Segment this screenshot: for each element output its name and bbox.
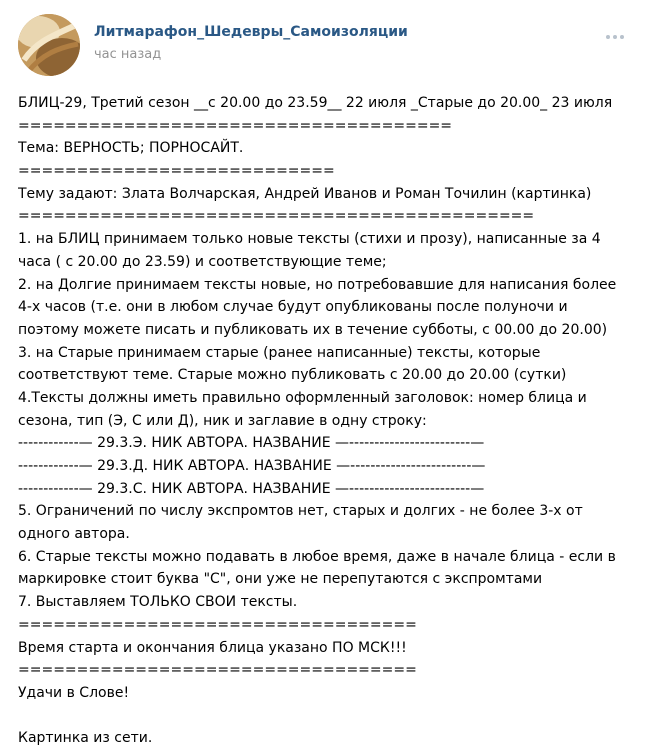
post-line: 3. на Старые принимаем старые (ранее написанные) тексты, которые [18,344,541,361]
post-line: Тема: ВЕРНОСТЬ; ПОРНОСАЙТ. [18,140,244,157]
post-line: одного автора. [18,526,130,543]
community-avatar[interactable] [18,14,80,76]
post-line: ================================== [18,616,417,633]
post-line: ============================================ [18,208,535,225]
post-line: =========================== [18,163,335,180]
post-line: Время старта и окончания блица указано ПО МСК!!! [18,639,407,656]
post-line: Картинка из сети. [18,730,153,747]
post-line: соответствуют теме. Старые можно публиковать с 20.00 до 20.00 (сутки) [18,367,567,384]
post-line: ===================================== [18,117,453,134]
post-line: 6. Старые тексты можно подавать в любое время, даже в начале блица - если в [18,548,616,565]
community-name[interactable]: Литмарафон_Шедевры_Самоизоляции [94,24,408,40]
post-line: ------------— 29.3.Д. НИК АВТОРА. НАЗВАНИЕ —------------------------— [18,458,486,474]
post-line: ------------— 29.3.С. НИК АВТОРА. НАЗВАНИЕ —------------------------— [18,480,485,497]
more-options-icon[interactable] [606,32,626,42]
post-text [18,92,638,750]
post-line: Тему задают: Злата Волчарская, Андрей Иванов и Роман Точилин (картинка) [18,185,592,202]
post-line: часа ( с 20.00 до 23.59) и соответствующие теме; [18,253,387,270]
post-line: БЛИЦ-29, Третий сезон __с 20.00 до 23.59__ 22 июля _Старые до 20.00_ 23 июля [18,95,613,111]
post-line: поэтому можете писать и публиковать их в течение субботы, с 00.00 до 20.00) [18,321,608,338]
post-line: ------------— 29.3.Э. НИК АВТОРА. НАЗВАНИЕ —------------------------— [18,435,485,452]
post-header [18,14,632,76]
post-timestamp[interactable]: час назад [94,47,162,62]
post-line: 4-х часов (т.е. они в любом случае будут опубликованы после полуночи и [18,299,568,316]
post-line: 4.Тексты должны иметь правильно оформленный заголовок: номер блица и [18,389,587,406]
post-line: 5. Ограничений по числу экспромтов нет, старых и долгих - не более 3-х от [18,503,583,520]
post-line: сезона, тип (Э, С или Д), ник и заглавие в одну строку: [18,412,427,429]
post-line: ================================== [18,662,417,679]
post-line: 1. на БЛИЦ принимаем только новые тексты (стихи и прозу), написанные за 4 [18,231,601,248]
post-line: Удачи в Слове! [18,684,130,701]
post-line: 2. на Долгие принимаем тексты новые, но потребовавшие для написания более [18,276,617,293]
post-line: 7. Выставляем ТОЛЬКО СВОИ тексты. [18,594,298,611]
post-line: маркировке стоит буква "С", они уже не перепутаются с экспромтами [18,571,543,588]
post-line [18,705,638,728]
